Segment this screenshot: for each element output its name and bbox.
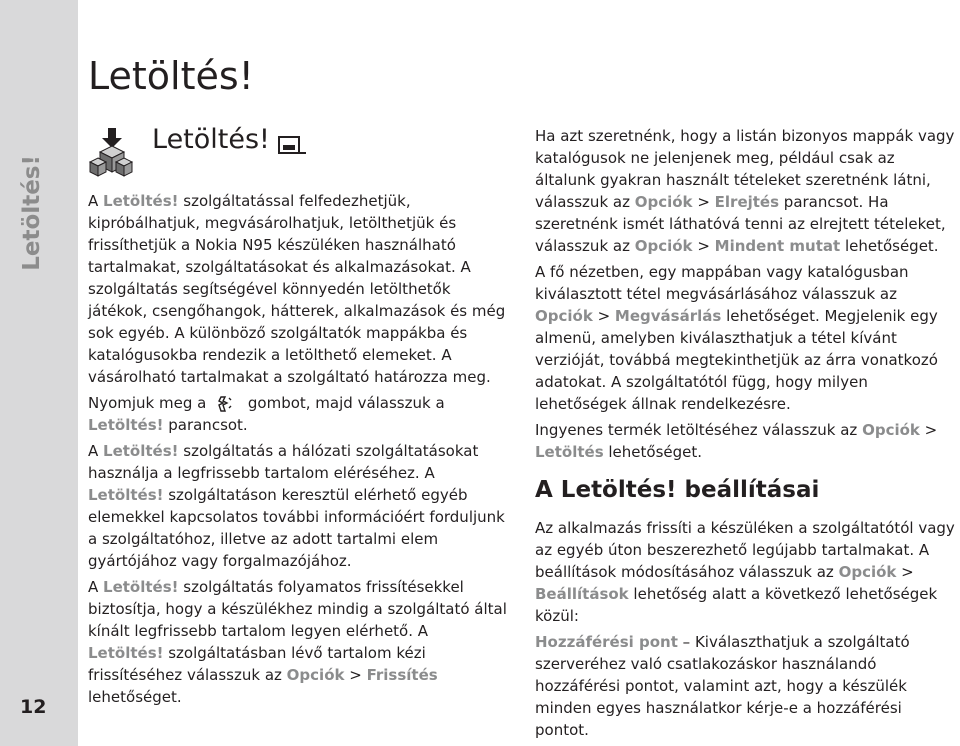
settings-heading: A Letöltés! beállításai bbox=[535, 477, 820, 503]
menu-key-icon bbox=[211, 395, 243, 413]
update-paragraph: A Letöltés! szolgáltatás folyamatos frissítésekkel biztosítja, hogy a készülékhez mindig a szolgáltató által kínált legfrissebb tartalom legyen elérhető. A Letöltés! szolgáltatásban lévő tartalom kézi frissítéséhez válasszuk az Opciók > Frissítés lehetőséget. bbox=[88, 578, 507, 706]
page-number: 12 bbox=[20, 696, 47, 718]
free-download-paragraph: Ingyenes termék letöltéséhez válasszuk az Opciók > Letöltés lehetőséget. bbox=[535, 421, 938, 461]
left-column bbox=[88, 190, 508, 712]
sidebar bbox=[0, 0, 78, 746]
network-service-paragraph: A Letöltés! szolgáltatás a hálózati szolgáltatásokat használja a legfrissebb tartalom eléréséhez. A Letöltés! szolgáltatáson keresztül elérhető egyéb elemekkel kapcsolatos további információért forduljunk a szolgáltatóhoz, illetve az adott tartalmi elem gyártójához vagy forgalmazójához. bbox=[88, 442, 505, 570]
access-point-paragraph: Hozzáférési pont – Kiválaszthatjuk a szolgáltató szerveréhez való csatlakozáskor használandó hozzáférési pontot, valamint azt, hogy a készülék minden egyes használatkor kérje-e a hozzáférési pontot. bbox=[535, 633, 910, 739]
purchase-paragraph: A fő nézetben, egy mappában vagy katalógusban kiválasztott tétel megvásárlásához válasszuk az Opciók > Megvásárlás lehetőséget. Megjelenik egy almenü, amelyben kiválaszthatjuk a tétel kívánt verzióját, továbbá megtekinthetjük az árra vonatkozó adatokat. A szolgáltatótól függ, hogy milyen lehetőségek állnak rendelkezésre. bbox=[535, 263, 938, 413]
hide-paragraph: Ha azt szeretnénk, hogy a listán bizonyos mappák vagy katalógusok ne jelenjenek meg, például csak az általunk gyakran használt tételeket szeretnénk látni, válasszuk az Opciók > Elrejtés parancsot. Ha szeretnénk ismét láthatóvá tenni az elrejtett tételeket, válasszuk az Opciók > Mindent mutat lehetőséget. bbox=[535, 127, 955, 255]
open-instruction-paragraph: Nyomjuk meg a gombot, majd válasszuk a Letöltés! parancsot. bbox=[88, 394, 445, 434]
sidebar-title: Letöltés! bbox=[19, 155, 45, 271]
standby-screen-icon bbox=[278, 136, 308, 160]
settings-paragraph: Az alkalmazás frissíti a készüléken a szolgáltatótól vagy az egyéb úton beszerezhető legújabb tartalmakat. A beállítások módosításához válasszuk az Opciók > Beállítások lehetőség alatt a következő lehetőségek közül: bbox=[535, 519, 955, 625]
intro-paragraph: A Letöltés! szolgáltatással felfedezhetjük, kipróbálhatjuk, megvásárolhatjuk, letölthetjük és frissíthetjük a Nokia N95 készüléken használható tartalmakat, szolgáltatásokat és alkalmazásokat. A szolgáltatás segítségével könnyedén letölthetők játékok, csengőhangok, hátterek, alkalmazások és még sok egyéb. A különböző szolgáltatók mappákba és katalógusokba rendezik a letölthető elemeket. A vásárolható tartalmakat a szolgáltató határozza meg. bbox=[88, 192, 506, 386]
section-title: Letöltés! bbox=[152, 124, 270, 155]
download-cubes-icon bbox=[88, 128, 134, 182]
sidebar-chapter-tab bbox=[12, 155, 52, 271]
right-column bbox=[535, 125, 955, 745]
chapter-title: Letöltés! bbox=[88, 54, 254, 98]
